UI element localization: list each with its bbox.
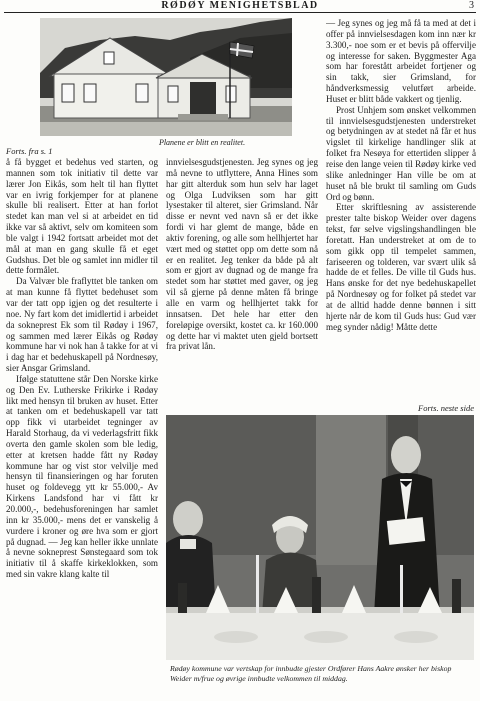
column-2-paragraph: innvielsesgudstjenesten. Jeg synes og jeg må nevne to utflyttere, Anna Hines som har gitt alterduk som hun selv har laget og Olga Ludviksen som har gitt lysestaker til alteret, sier Grimsland. Når disse er nevnt ved navn så er det ikke fordi vi har glemt de mange, både en aktiv forening, og alle som hellhjertet har vært med og støttet opp om dette som nå er en realitet. Jeg tenker da både på alt som er gjort av dugnad og de mange fra stedet som har støttet med gaver, og jeg vil så gjerne på denne måten få bringe alle en varm og hellhjertet takk for innsatsen. Det hele har etter den foreløpige oversikt, kostet ca. kr 160.000 og dette har vi maktet uten gjeld bortsett fra privat lån. (166, 157, 318, 352)
chapel-photo (40, 18, 292, 136)
column-3-paragraph: Etter skriftlesning av assisterende prester talte biskop Weider over dagens tekst, før selve vigslingshandlingen ble foretatt. Han understreket at om de to som gikk opp til tempelet sammen, fariseeren og tolderen, var svært ulik så hadde de et felles. De ville til Guds hus. Hans ønske for det nye bedehuskapellet på Nordnesøy og for folket på stedet var at de alltid hadde denne bønnen i sitt hjerte når de kom til Guds hus: Gud vær meg synder nådig! Måtte dette (326, 202, 476, 332)
article-column-1 (6, 157, 158, 695)
column-1-paragraph: Ifølge statuttene står Den Norske kirke og Den Ev. Lutherske Frikirke i Rødøy likt med hensyn til bruken av huset. Etter at tanken om et bedehuskapell var tatt opp fikk vi utarbeidet tegninger av Harald Storhaug, da vi vederlagsfritt fikk overta den gamle skolen som ble ledig, etter at kretsen hadde fått ny Rødøy kommune har og vist stor velvilje med hensyn til finansieringen og har foruten huset og foldevegg ytt kr 55.000,- Av Kirkens Landsfond har vi fått kr 20.000,-, bedehusforeningen har samlet inn kr 35.000,- mens det er vanskelig å vurdere i kroner og øre hva som er gjort på dugnad. — Jeg kan heller ikke unnlate å nevne sokneprest Sønstegaard som tok initiativ til å skaffe kirkeklokken, som med sin vakre klang kalte til (6, 373, 158, 580)
chapel-illustration (40, 18, 292, 136)
header-rule (4, 12, 476, 13)
dinner-photo-caption: Rødøy kommune var vertskap for innbudte gjester Ordfører Hans Aakre ønsker her biskop Weider m/frue og øvrige innbudte velkommen til middag. (170, 664, 452, 683)
continued-on-note: Forts. neste side (418, 403, 474, 413)
article-column-2 (166, 157, 318, 415)
page-number: 3 (469, 0, 474, 11)
dinner-photo (166, 415, 474, 660)
column-3-paragraph: — Jeg synes og jeg må få ta med at det i offer på innvielsesdagen kom inn nær kr 3.300,- noe som er et bevis på offervilje og interesse for saken. Byggmester Aga som har forestått arbeidet fortjener og sin takk, sier Grimsland, for håndverksmessig velutført arbeide. Huset er blitt både vakkert og tjenlig. (326, 18, 476, 104)
column-1-paragraph: Da Valvær ble fraflyttet ble tanken om at man kunne få flyttet bedehuset som var der tatt opp igjen og det resulterte i noe. Ny fart kom det imidlertid i arbeidet da sokneprest Ek som til Rødøy i 1967, og sammen med lærer Eikås og Rødøy kommune har vi nok han å takke for at vi i dag har et bedehuskapell på Nordnesøy, sier Ansgar Grimsland. (6, 276, 158, 374)
page-header (0, 0, 480, 14)
article-column-3 (326, 18, 476, 403)
column-1-paragraph: å få bygget et bedehus ved starten, og mannen som tok initiativ til dette var lærer Jon Eikås, som helt til han flyttet var en ivrig forkjemper for at planene skulle bli realisert. Etter at han forlot stedet kan man vel si at arbeidet en tid ikke var så aktivt, selv om komiteen som ble valgt i 1942 fortsatt arbeidet mot det mål at man en gang skulle få et eget Gudshus. Det ble og samlet inn midler til dette formålet. (6, 157, 158, 276)
continued-from-note: Forts. fra s. 1 (6, 146, 53, 156)
column-3-paragraph: Prost Unhjem som ønsket velkommen til innvielsesgudstjenesten understreket og betydningen av at stedet nå får et hus vigslet til kirkelige handlinger slik at folket fra Nesøya for ettertiden slipper å reise den lange veien til Rødøy kirke ved slike anledninger Han ville be om at huset nå ble brukt til samling om Guds Ord og bønn. (326, 104, 476, 202)
dinner-illustration (166, 415, 474, 660)
publication-title: RØDØY MENIGHETSBLAD (161, 0, 319, 11)
chapel-photo-caption: Planene er blitt en realitet. (158, 138, 246, 147)
